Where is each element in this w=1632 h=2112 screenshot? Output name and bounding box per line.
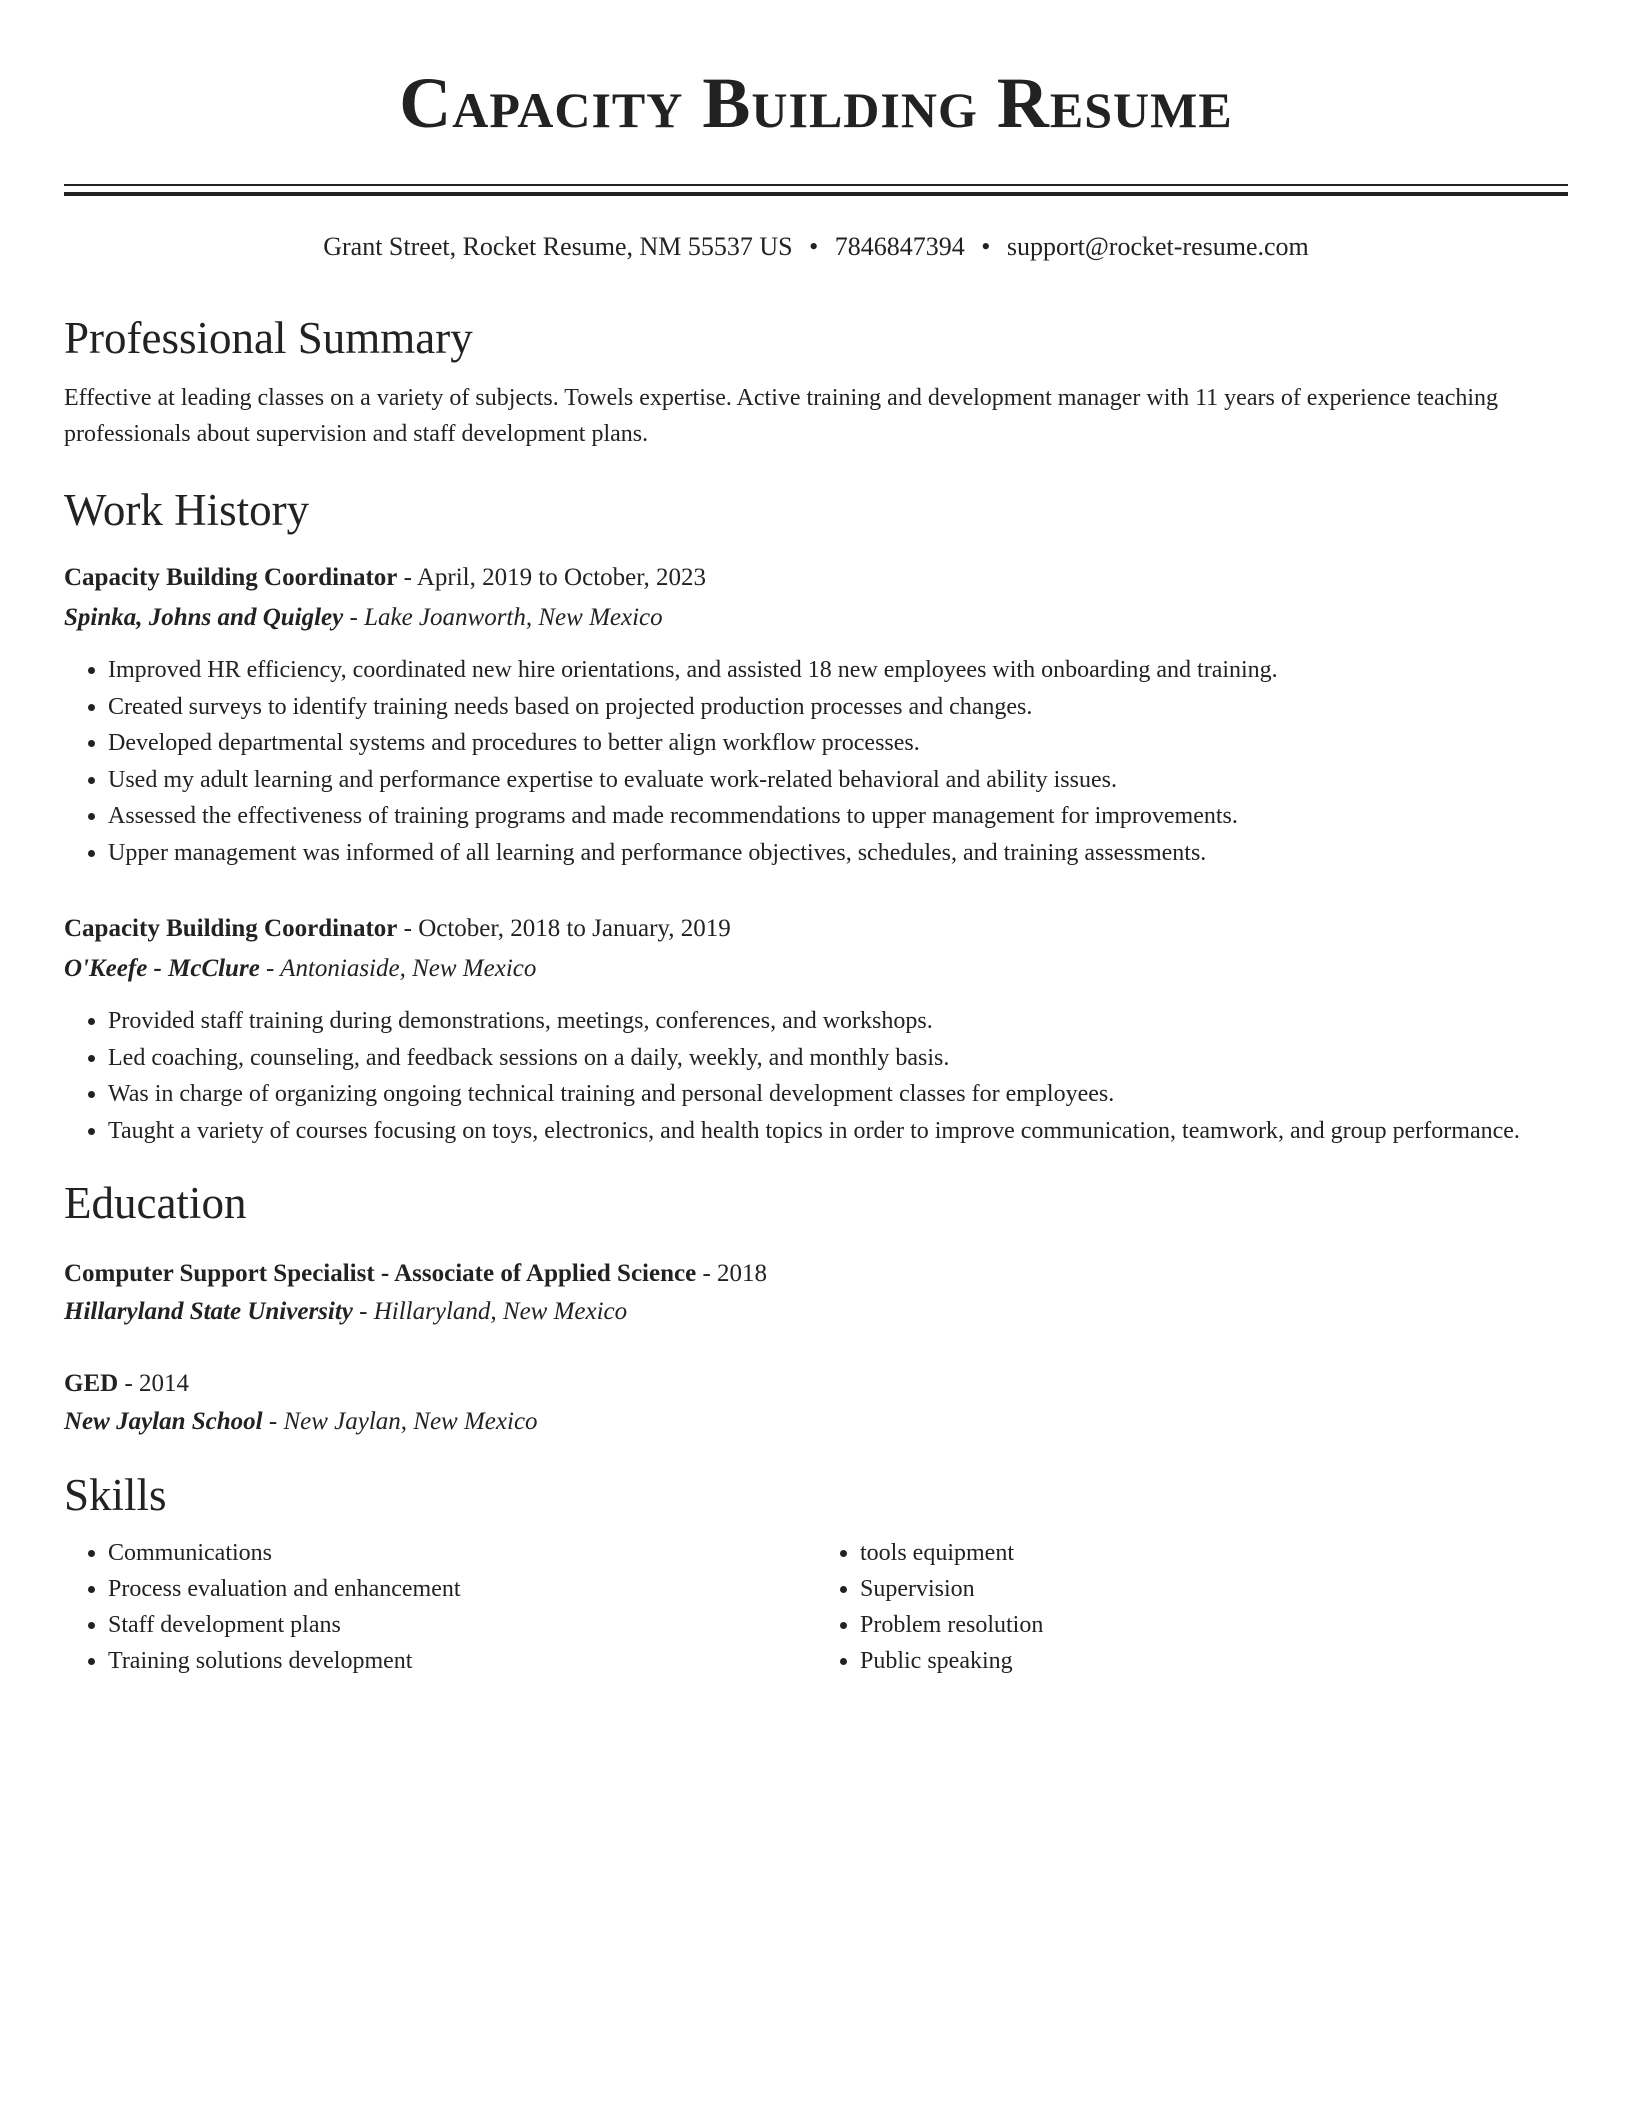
job-bullet: • Was in charge of organizing ongoing technical training and personal development classes for employees.	[108, 1076, 1568, 1113]
job-bullet: • Taught a variety of courses focusing on toys, electronics, and health topics in order to improve communication, teamwork, and group performance.	[108, 1113, 1568, 1150]
education-school-line	[64, 1293, 1568, 1331]
job-entry	[64, 558, 1568, 871]
job-bullet: • Upper management was informed of all learning and performance objectives, schedules, and training assessments.	[108, 835, 1568, 872]
job-bullet: • Improved HR efficiency, coordinated new hire orientations, and assisted 18 new employees with onboarding and training.	[108, 652, 1568, 689]
job-bullet: • Assessed the effectiveness of training programs and made recommendations to upper management for improvements.	[108, 798, 1568, 835]
education-degree: GED	[64, 1370, 119, 1397]
education-location: - New Jaylan, New Mexico	[262, 1408, 538, 1435]
contact-email: support@rocket-resume.com	[1006, 232, 1309, 261]
job-dates: - October, 2018 to January, 2019	[397, 915, 731, 942]
job-bullet: • Provided staff training during demonstrations, meetings, conferences, and workshops.	[108, 1003, 1568, 1040]
education-school: Hillaryland State University	[64, 1298, 353, 1325]
skill-item: • Training solutions development	[108, 1643, 816, 1679]
skill-item: • Public speaking	[860, 1643, 1568, 1679]
job-bullet: • Led coaching, counseling, and feedback sessions on a daily, weekly, and monthly basis.	[108, 1040, 1568, 1077]
header-divider-thin	[64, 184, 1568, 186]
education-school: New Jaylan School	[64, 1408, 263, 1435]
resume-title: Capacity Building Resume	[399, 63, 1233, 143]
education-degree-line	[64, 1255, 1568, 1293]
education-heading: Education	[64, 1178, 247, 1228]
job-entry	[64, 909, 1568, 1149]
summary-text: Effective at leading classes on a variety of subjects. Towels expertise. Active training and development manager with 11 years of experience teaching professionals about supervision and staff development plans.	[64, 385, 1499, 447]
job-bullet: • Developed departmental systems and procedures to better align workflow processes.	[108, 725, 1568, 762]
education-year: - 2018	[696, 1260, 768, 1287]
skills-list-right	[816, 1535, 1568, 1679]
skill-item: • Supervision	[860, 1571, 1568, 1607]
skills-columns	[64, 1535, 1568, 1679]
skills-heading: Skills	[64, 1470, 167, 1520]
job-title-line	[64, 909, 1568, 949]
job-location: - Antoniaside, New Mexico	[259, 955, 537, 982]
skill-item: • Staff development plans	[108, 1607, 816, 1643]
job-company-line	[64, 949, 1568, 989]
job-location: - Lake Joanworth, New Mexico	[343, 604, 663, 631]
job-bullet-list	[64, 652, 1568, 871]
education-entry	[64, 1255, 1568, 1331]
skill-item: • Process evaluation and enhancement	[108, 1571, 816, 1607]
education-school-line	[64, 1403, 1568, 1441]
education-degree: Computer Support Specialist - Associate of Applied Science	[64, 1260, 697, 1287]
skill-item: • Communications	[108, 1535, 816, 1571]
skill-item: • tools equipment	[860, 1535, 1568, 1571]
job-company: O'Keefe - McClure	[64, 955, 260, 982]
job-company-line	[64, 598, 1568, 638]
education-degree-line	[64, 1365, 1568, 1403]
contact-separator: •	[981, 232, 991, 261]
job-bullet-list	[64, 1003, 1568, 1149]
job-company: Spinka, Johns and Quigley	[64, 604, 344, 631]
job-bullet: • Used my adult learning and performance expertise to evaluate work-related behavioral and ability issues.	[108, 762, 1568, 799]
education-location: - Hillaryland, New Mexico	[352, 1298, 628, 1325]
job-title: Capacity Building Coordinator	[64, 564, 398, 591]
contact-phone: 7846847394	[834, 232, 965, 261]
contact-line	[64, 230, 1568, 264]
job-title: Capacity Building Coordinator	[64, 915, 398, 942]
header-divider-thick	[64, 192, 1568, 196]
contact-address: Grant Street, Rocket Resume, NM 55537 US	[323, 232, 793, 261]
skill-item: • Problem resolution	[860, 1607, 1568, 1643]
skills-list-left	[64, 1535, 816, 1679]
contact-separator: •	[809, 232, 819, 261]
job-title-line	[64, 558, 1568, 598]
education-entry	[64, 1365, 1568, 1441]
job-dates: - April, 2019 to October, 2023	[397, 564, 707, 591]
job-bullet: • Created surveys to identify training needs based on projected production processes and changes.	[108, 689, 1568, 726]
education-year: - 2014	[118, 1370, 190, 1397]
summary-heading: Professional Summary	[64, 313, 473, 363]
work-history-heading: Work History	[64, 485, 310, 535]
